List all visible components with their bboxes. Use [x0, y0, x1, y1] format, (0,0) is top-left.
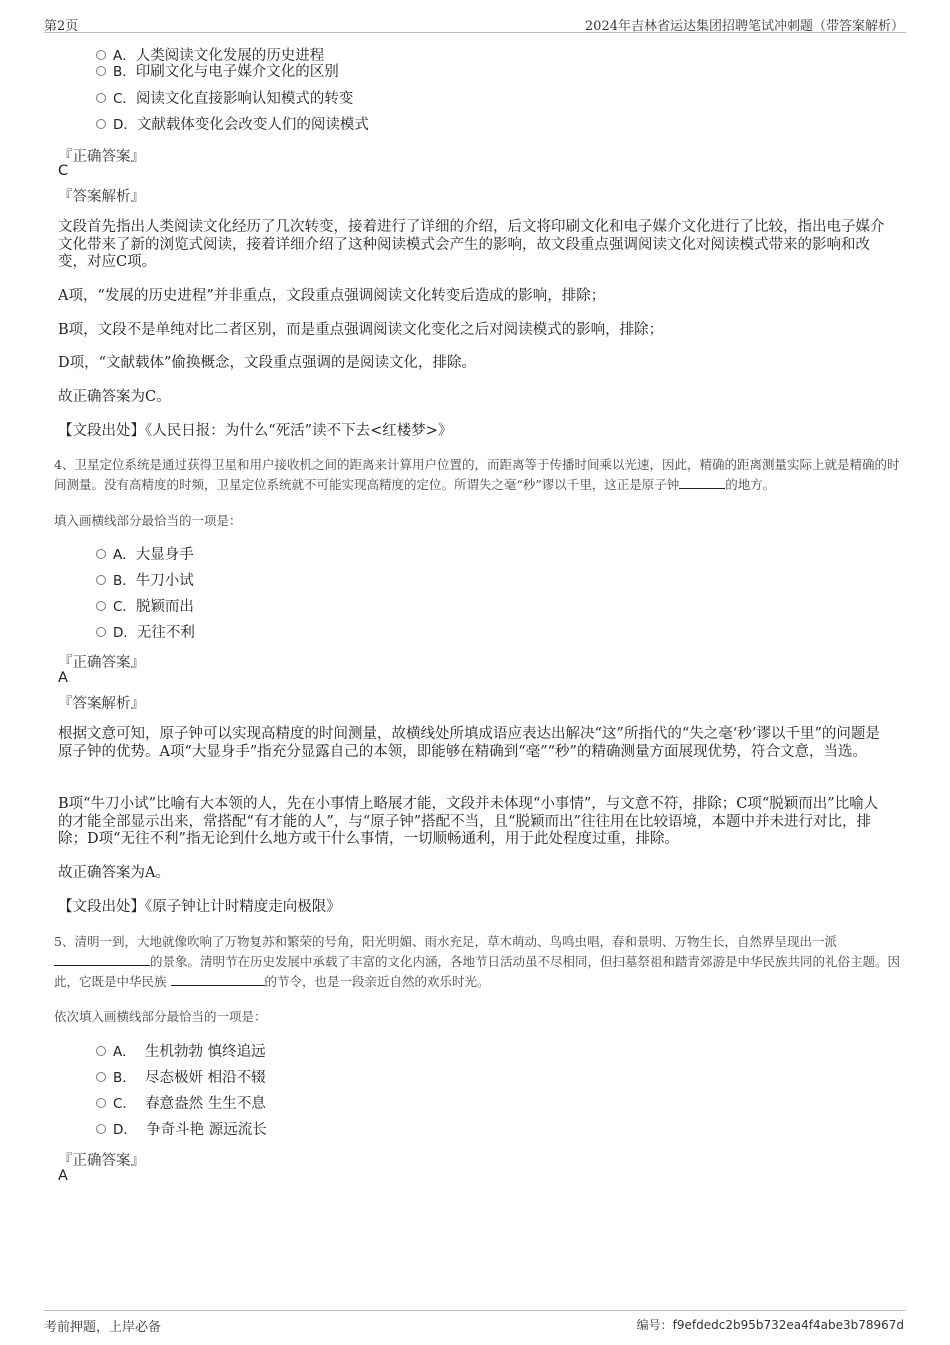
footer-slogan: 考前押题，上岸必备	[44, 1320, 162, 1335]
radio-icon[interactable]	[96, 601, 106, 611]
document-title: 2024年吉林省运达集团招聘笔试冲刺题（带答案解析）	[584, 19, 904, 34]
q3-option-b[interactable]: B．印刷文化与电子媒介文化的区别	[96, 63, 339, 81]
q4-option-b[interactable]: B．牛刀小试	[96, 572, 194, 590]
q3-answer: C	[58, 163, 69, 179]
page-number: 第2页	[44, 19, 79, 34]
blank-line	[171, 973, 265, 986]
q3-option-c[interactable]: C．阅读文化直接影响认知模式的转变	[96, 90, 353, 108]
q4-answer: A	[58, 670, 68, 686]
q3-analysis-label: 『答案解析』	[58, 189, 145, 205]
q5-answer-label: 『正确答案』	[58, 1153, 145, 1169]
q4-conclusion: 故正确答案为A。	[58, 865, 170, 881]
radio-icon[interactable]	[96, 627, 106, 637]
radio-icon[interactable]	[96, 1098, 106, 1108]
q4-option-c[interactable]: C．脱颖而出	[96, 598, 194, 616]
radio-icon[interactable]	[96, 66, 106, 76]
q4-analysis-paragraph: 根据文意可知，原子钟可以实现高精度的时间测量，故横线处所填成语应表达出解决“这”所指代的“失之毫‘秒’谬以千里”的问题是原子钟的优势。A项“大显身手”指充分显露自己的本领，即能够在精确到“毫”“秒”的精确测量方面展现优势，符合文意，当选。	[58, 726, 880, 760]
q3-source: 【文段出处】《人民日报：为什么“死活”读不下去<红楼梦>》	[58, 423, 453, 439]
radio-icon[interactable]	[96, 1072, 106, 1082]
q4-analysis-label: 『答案解析』	[58, 696, 145, 712]
radio-icon[interactable]	[96, 50, 106, 60]
q5-option-c[interactable]: C． 春意盎然 生生不息	[96, 1095, 266, 1113]
q4-option-a[interactable]: A．大显身手	[96, 546, 194, 564]
q4-source: 【文段出处】《原子钟让计时精度走向极限》	[58, 899, 341, 915]
radio-icon[interactable]	[96, 549, 106, 559]
q5-instruction: 依次填入画横线部分最恰当的一项是：	[54, 1009, 267, 1024]
q5-option-b[interactable]: B． 尽态极妍 相沿不辍	[96, 1069, 266, 1087]
q4-answer-label: 『正确答案』	[58, 655, 145, 671]
radio-icon[interactable]	[96, 1124, 106, 1134]
q4-analysis-other-options: B项“牛刀小试”比喻有大本领的人，先在小事情上略展才能，文段并未体现“小事情”，与文意不符，排除；C项“脱颖而出”比喻人的才能全部显示出来，常搭配“有才能的人”，与“原子钟”搭配不当，且“脱颖而出”往往用在比较语境，本题中并未进行对比，排除；D项“无往不利”指无论到什么地方或干什么事情，一切顺畅通利，用于此处程度过重，排除。	[58, 796, 879, 847]
radio-icon[interactable]	[96, 575, 106, 585]
q3-answer-label: 『正确答案』	[58, 149, 145, 165]
q3-analysis-option-d: D项，“文献载体”偷换概念，文段重点强调的是阅读文化，排除。	[58, 355, 476, 371]
q3-option-d[interactable]: D．文献载体变化会改变人们的阅读模式	[96, 116, 369, 134]
document-id: 编号：f9efdedc2b95b732ea4f4abe3b78967d	[636, 1318, 904, 1332]
q3-option-a[interactable]: A．人类阅读文化发展的历史进程	[96, 47, 324, 65]
q4-question: 4、卫星定位系统是通过获得卫星和用户接收机之间的距离来计算用户位置的，而距离等于传播时间乘以光速，因此，精确的距离测量实际上就是精确的时间测量。没有高精度的时频，卫星定位系统就不可能实现高精度的定位。所谓失之毫“秒”谬以千里，这正是原子钟 的地方。	[54, 457, 900, 492]
q5-option-a[interactable]: A． 生机勃勃 慎终追远	[96, 1043, 266, 1061]
q3-analysis-option-a: A项，“发展的历史进程”并非重点，文段重点强调阅读文化转变后造成的影响，排除；	[58, 288, 606, 304]
q3-analysis-paragraph: 文段首先指出人类阅读文化经历了几次转变，接着进行了详细的介绍，后文将印刷文化和电子媒介文化进行了比较，指出电子媒介文化带来了新的浏览式阅读，接着详细介绍了这种阅读模式会产生的影响，故文段重点强调阅读文化对阅读模式带来的影响和改变，对应C项。	[58, 219, 885, 270]
q5-option-d[interactable]: D． 争奇斗艳 源远流长	[96, 1121, 267, 1139]
q3-analysis-option-b: B项，文段不是单纯对比二者区别，而是重点强调阅读文化变化之后对阅读模式的影响，排除；	[58, 322, 664, 338]
radio-icon[interactable]	[96, 1046, 106, 1056]
q4-option-d[interactable]: D．无往不利	[96, 624, 195, 642]
q4-instruction: 填入画横线部分最恰当的一项是：	[54, 513, 242, 528]
blank-line	[54, 953, 150, 966]
radio-icon[interactable]	[96, 93, 106, 103]
q3-conclusion: 故正确答案为C。	[58, 389, 171, 405]
q5-question: 5、清明一到，大地就像吹响了万物复苏和繁荣的号角，阳光明媚、雨水充足，草木萌动、鸟鸣虫唱，春和景明、万物生长，自然界呈现出一派的景象。清明节在历史发展中承载了丰富的文化内涵，各地节日活动虽不尽相同，但扫墓祭祖和踏青郊游是中华民族共同的礼俗主题。因此，它既是中华民族 的节令，也是一段亲近自然的欢乐时光。	[54, 934, 901, 989]
radio-icon[interactable]	[96, 119, 106, 129]
q5-answer: A	[58, 1168, 68, 1184]
page-header	[44, 10, 906, 33]
page-footer	[44, 1310, 906, 1337]
blank-line	[679, 476, 725, 489]
